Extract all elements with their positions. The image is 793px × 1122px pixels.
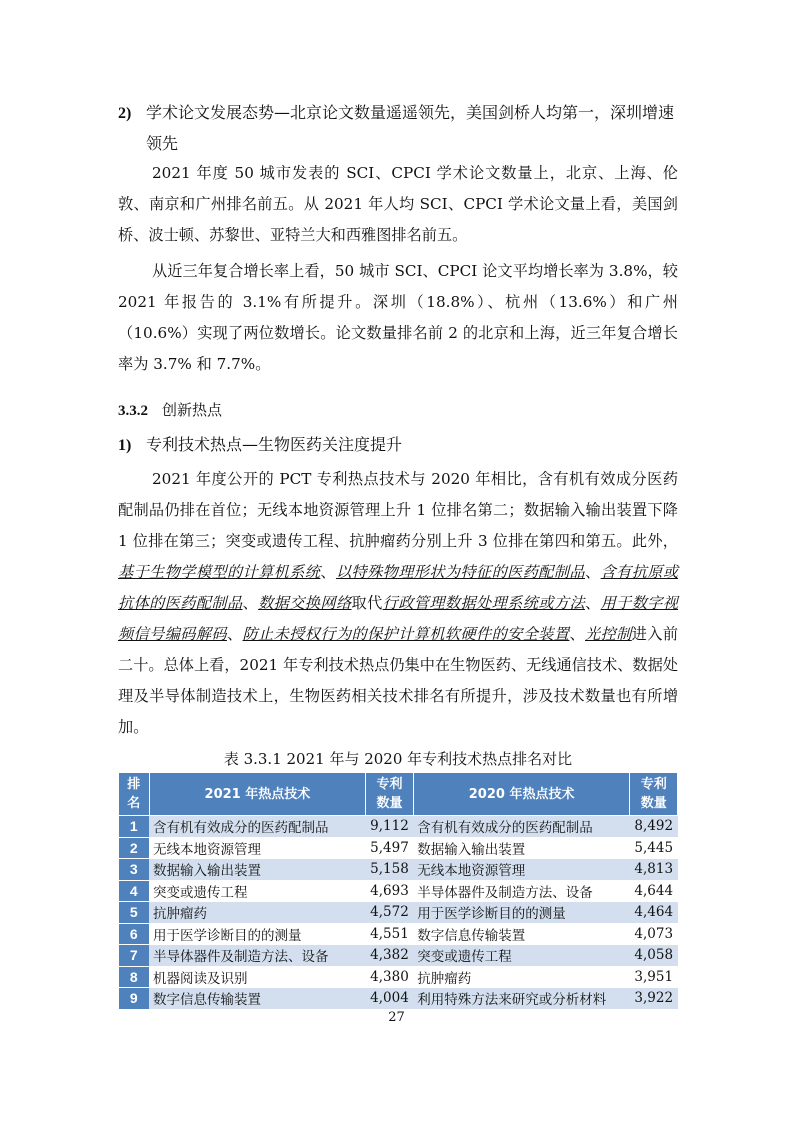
tech-2021-cell: 抗肿瘤药 (149, 902, 366, 924)
count-2020-cell: 4,464 (630, 902, 678, 924)
table-row (119, 880, 678, 902)
heading-text: 学术论文发展态势—北京论文数量遥遥领先，美国剑桥人均第一，深圳增速 (146, 103, 675, 122)
rank-cell: 1 (119, 816, 150, 838)
count-2021-cell: 9,112 (366, 816, 413, 838)
separator: 、 (226, 625, 243, 643)
rank-cell: 5 (119, 902, 150, 924)
tech-2020-cell: 突变或遗传工程 (413, 945, 630, 967)
count-2021-cell: 5,158 (366, 859, 413, 881)
header-count-line1: 专利 (376, 777, 403, 792)
table-row (119, 859, 678, 881)
table-row (119, 923, 678, 945)
tech-2020-cell: 含有机有效成分的医药配制品 (413, 816, 630, 838)
patent-ranking-table (118, 772, 678, 1010)
tech-term: 基于生物学模型的计算机系统 (118, 563, 321, 581)
table-row (119, 945, 678, 967)
count-2020-cell: 8,492 (630, 816, 678, 838)
tech-2021-cell: 机器阅读及识别 (149, 966, 366, 988)
count-2021-cell: 4,382 (366, 945, 413, 967)
separator: 、 (585, 563, 601, 581)
rank-cell: 7 (119, 945, 150, 967)
heading-number: 2) (118, 105, 132, 122)
count-2020-cell: 4,058 (630, 945, 678, 967)
heading-text: 专利技术热点—生物医药关注度提升 (146, 435, 403, 454)
count-2021-cell: 4,551 (366, 923, 413, 945)
count-2021-cell: 4,572 (366, 902, 413, 924)
count-2020-cell: 4,644 (630, 880, 678, 902)
table-row (119, 988, 678, 1010)
header-count-2021 (366, 773, 413, 816)
paragraph-growth-rate: 从近三年复合增长率上看，50 城市 SCI、CPCI 论文平均增长率为 3.8%，较 2021 年报告的 3.1%有所提升。深圳（18.8%）、杭州（13.6%）和广州（10.6%）实现了两位数增长。论文数量排名前 2 的北京和上海，近三年复合增长率为 3.7% 和 7.7%。 (118, 262, 678, 373)
section-heading (118, 398, 222, 423)
tech-2020-cell: 无线本地资源管理 (413, 859, 630, 881)
count-2021-cell: 4,380 (366, 966, 413, 988)
tech-term: 数据交换网络 (258, 594, 352, 612)
count-2020-cell: 3,951 (630, 966, 678, 988)
rank-cell: 6 (119, 923, 150, 945)
tech-2021-cell: 无线本地资源管理 (149, 837, 366, 859)
header-count-2020 (630, 773, 678, 816)
count-2020-cell: 3,922 (630, 988, 678, 1010)
tech-term: 行政管理数据处理系统或方法 (382, 594, 586, 612)
table-header-row (119, 773, 678, 816)
header-count-line2: 数量 (376, 796, 403, 811)
text-mid: 取代 (351, 594, 383, 612)
tech-2021-cell: 数字信息传输装置 (149, 988, 366, 1010)
text-outro: 进入前二十。总体上看，2021 年专利技术热点仍集中在生物医药、无线通信技术、数据处理及半导体制造技术上，生物医药相关技术排名有所提升，涉及技术数量也有所增加。 (118, 625, 679, 736)
tech-2021-cell: 突变或遗传工程 (149, 880, 366, 902)
table-row (119, 902, 678, 924)
table-body (119, 816, 678, 1010)
tech-2021-cell: 用于医学诊断目的的测量 (149, 923, 366, 945)
tech-2020-cell: 用于医学诊断目的的测量 (413, 902, 630, 924)
count-2021-cell: 5,497 (366, 837, 413, 859)
tech-2021-cell: 含有机有效成分的医药配制品 (149, 816, 366, 838)
tech-2021-cell: 半导体器件及制造方法、设备 (149, 945, 366, 967)
rank-cell: 2 (119, 837, 150, 859)
separator: 、 (242, 594, 259, 612)
count-2020-cell: 4,813 (630, 859, 678, 881)
text-intro: 2021 年度公开的 PCT 专利热点技术与 2020 年相比，含有机有效成分医药配制品仍排在首位；无线本地资源管理上升 1 位排名第二；数据输入输出装置下降 1 位排在第三；突变或遗传工程、抗肿瘤药分别上升 3 位排在第四和第五。此外， (118, 470, 678, 550)
table-row (119, 837, 678, 859)
paragraph-paper-ranking: 2021 年度 50 城市发表的 SCI、CPCI 学术论文数量上，北京、上海、伦敦、南京和广州排名前五。从 2021 年人均 SCI、CPCI 学术论文量上看，美国剑桥、波士顿、苏黎世、亚特兰大和西雅图排名前五。 (118, 164, 678, 244)
header-count-line1: 专利 (640, 777, 667, 792)
section-number: 3.3.2 (118, 403, 148, 419)
header-tech-2020: 2020 年热点技术 (413, 773, 630, 816)
header-rank-line2: 名 (127, 796, 141, 811)
section-title: 创新热点 (162, 401, 223, 419)
header-rank-line1: 排 (127, 777, 141, 792)
count-2021-cell: 4,004 (366, 988, 413, 1010)
heading-academic-papers (118, 98, 683, 159)
count-2021-cell: 4,693 (366, 880, 413, 902)
header-rank (119, 773, 150, 816)
separator: 、 (569, 625, 586, 643)
page-number: 27 (388, 1010, 405, 1025)
header-tech-2021: 2021 年热点技术 (149, 773, 366, 816)
tech-term: 光控制 (585, 625, 632, 643)
tech-term: 以特殊物理形状为特征的医药配制品 (335, 563, 585, 581)
count-2020-cell: 4,073 (630, 923, 678, 945)
heading-patent-hotspots (118, 430, 683, 461)
rank-cell: 9 (119, 988, 150, 1010)
tech-term: 含有抗原或抗体的医药配制品 (118, 563, 679, 612)
tech-2020-cell: 数据输入输出装置 (413, 837, 630, 859)
tech-2020-cell: 半导体器件及制造方法、设备 (413, 880, 630, 902)
table-caption: 表 3.3.1 2021 年与 2020 年专利技术热点排名对比 (223, 750, 573, 768)
table-row (119, 816, 678, 838)
rank-cell: 4 (119, 880, 150, 902)
paragraph-patent-hotspots (118, 464, 678, 743)
heading-number: 1) (118, 437, 132, 454)
rank-cell: 3 (119, 859, 150, 881)
rank-cell: 8 (119, 966, 150, 988)
tech-2020-cell: 抗肿瘤药 (413, 966, 630, 988)
header-count-line2: 数量 (640, 796, 667, 811)
heading-text-cont: 领先 (146, 134, 179, 153)
count-2020-cell: 5,445 (630, 837, 678, 859)
tech-term: 用于数字视频信号编码解码 (118, 594, 679, 643)
separator: 、 (585, 594, 601, 612)
tech-2020-cell: 数字信息传输装置 (413, 923, 630, 945)
table-row (119, 966, 678, 988)
tech-2020-cell: 利用特殊方法来研究或分析材料 (413, 988, 630, 1010)
separator: 、 (320, 563, 336, 581)
tech-term: 防止未授权行为的保护计算机软硬件的安全装置 (242, 625, 570, 643)
tech-2021-cell: 数据输入输出装置 (149, 859, 366, 881)
